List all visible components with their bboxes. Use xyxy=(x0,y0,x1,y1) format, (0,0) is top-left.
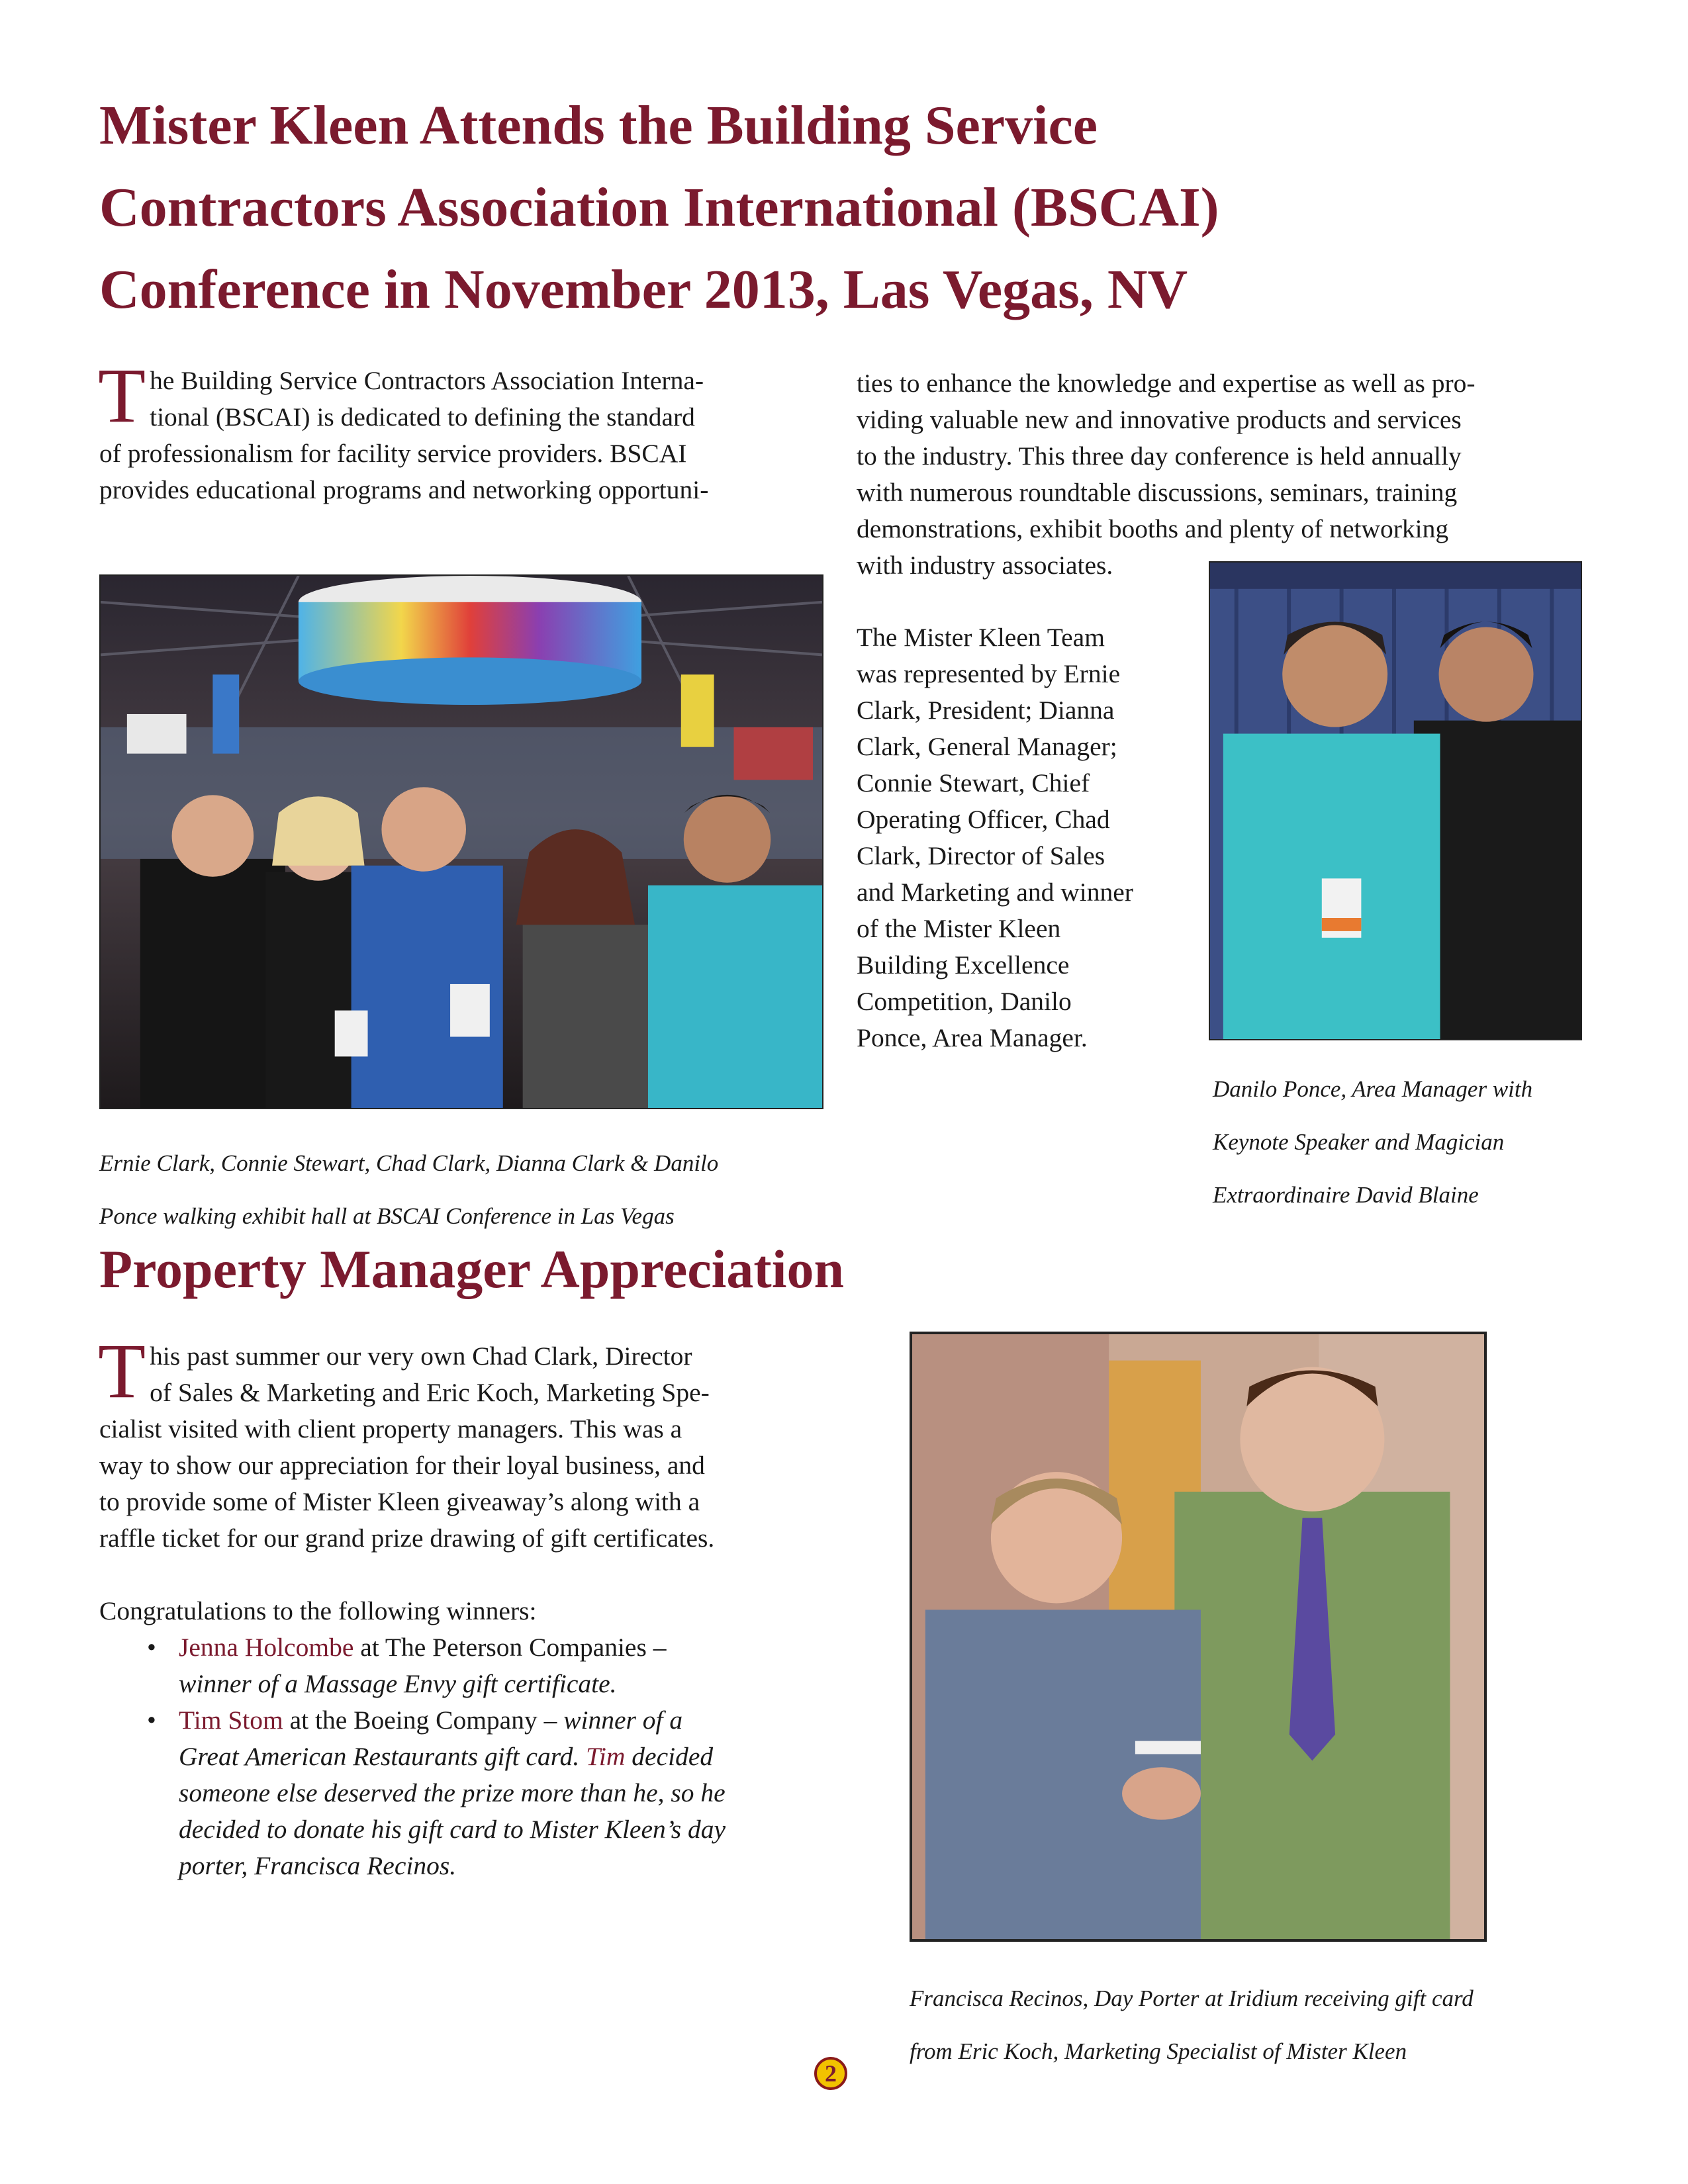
title-line: Conference in November 2013, Las Vegas, NV xyxy=(99,259,1188,320)
keynote-speaker-photo xyxy=(1209,561,1582,1040)
caption-line: Francisca Recinos, Day Porter at Iridium receiving gift card xyxy=(910,1985,1474,2011)
text-line: Clark, President; Dianna xyxy=(857,696,1115,725)
text-line: to provide some of Mister Kleen giveaway’s along with a xyxy=(99,1487,700,1516)
winner-text: at The Peterson Companies – xyxy=(353,1633,667,1662)
drop-cap: T xyxy=(98,352,146,439)
winner-name: Tim xyxy=(586,1742,626,1771)
photo1-caption xyxy=(99,1125,827,1254)
winner-name: Jenna Holcombe xyxy=(179,1633,354,1662)
section-heading: Property Manager Appreciation xyxy=(99,1239,845,1299)
appreciation-body xyxy=(98,1328,847,1884)
winner-prize: winner of a Massage Envy gift certificate. xyxy=(179,1669,617,1698)
text-line: demonstrations, exhibit booths and plenty of networking xyxy=(857,514,1449,543)
bullet: • xyxy=(147,1706,156,1735)
winners-list xyxy=(99,1629,847,1884)
text-line: Clark, General Manager; xyxy=(857,732,1117,761)
winner-prize: Great American Restaurants gift card. xyxy=(179,1742,586,1771)
text-line: The Mister Kleen Team xyxy=(857,623,1105,652)
article-title xyxy=(99,85,1589,331)
text-line: and Marketing and winner xyxy=(857,878,1133,907)
caption-line: Extraordinaire David Blaine xyxy=(1213,1182,1479,1208)
drop-cap: T xyxy=(98,1328,146,1414)
photo3-caption xyxy=(910,1960,1571,2089)
text-line: was represented by Ernie xyxy=(857,659,1121,688)
text-line: Clark, Director of Sales xyxy=(857,841,1105,870)
text-line: tional (BSCAI) is dedicated to defining the standard xyxy=(150,402,695,432)
list-item xyxy=(99,1702,847,1884)
caption-line: Ernie Clark, Connie Stewart, Chad Clark, Dianna Clark & Danilo xyxy=(99,1150,719,1176)
text-line: ties to enhance the knowledge and expertise as well as pro- xyxy=(857,369,1476,398)
text-line: his past summer our very own Chad Clark, Director xyxy=(150,1342,692,1371)
congrats-line: Congratulations to the following winners: xyxy=(99,1596,537,1625)
bullet: • xyxy=(147,1633,156,1662)
gift-card-photo xyxy=(910,1332,1487,1942)
intro-column-2 xyxy=(857,365,1585,584)
winner-name: Tim Stom xyxy=(179,1706,283,1735)
intro-column-1 xyxy=(98,352,834,508)
text-line: Building Excellence xyxy=(857,950,1070,979)
title-line: Mister Kleen Attends the Building Service xyxy=(99,95,1098,156)
text-line: with numerous roundtable discussions, seminars, training xyxy=(857,478,1458,507)
text-line: Operating Officer, Chad xyxy=(857,805,1110,834)
text-line: Connie Stewart, Chief xyxy=(857,768,1090,797)
photo2-caption xyxy=(1213,1051,1610,1233)
text-line: with industry associates. xyxy=(857,551,1113,580)
caption-line: from Eric Koch, Marketing Specialist of Mister Kleen xyxy=(910,2038,1407,2064)
text-line: of professionalism for facility service providers. BSCAI xyxy=(99,439,687,468)
text-line: viding valuable new and innovative products and services xyxy=(857,405,1462,434)
winner-text: someone else deserved the prize more than he, so he xyxy=(179,1778,726,1807)
text-line: Competition, Danilo xyxy=(857,987,1072,1016)
text-line: raffle ticket for our grand prize drawing of gift certificates. xyxy=(99,1524,715,1553)
caption-line: Keynote Speaker and Magician xyxy=(1213,1129,1505,1155)
text-line: he Building Service Contractors Association Interna- xyxy=(150,366,704,395)
list-item xyxy=(99,1629,847,1702)
text-line: cialist visited with client property managers. This was a xyxy=(99,1414,682,1443)
caption-line: Ponce walking exhibit hall at BSCAI Conference in Las Vegas xyxy=(99,1203,675,1229)
winner-text: decided xyxy=(625,1742,714,1771)
team-paragraph xyxy=(857,619,1214,1056)
text-line: of Sales & Marketing and Eric Koch, Marketing Spe- xyxy=(150,1378,710,1407)
winner-text: decided to donate his gift card to Mister Kleen’s day xyxy=(179,1815,726,1844)
winner-text: at the Boeing Company – xyxy=(283,1706,564,1735)
article2-title xyxy=(99,1236,1026,1302)
winner-text: porter, Francisca Recinos. xyxy=(179,1851,457,1880)
text-line: provides educational programs and networking opportuni- xyxy=(99,475,709,504)
text-line: to the industry. This three day conference is held annually xyxy=(857,441,1462,471)
title-line: Contractors Association International (BSCAI) xyxy=(99,177,1219,238)
winner-prize: winner of a xyxy=(563,1706,683,1735)
caption-line: Danilo Ponce, Area Manager with xyxy=(1213,1076,1533,1102)
exhibit-hall-group-photo xyxy=(99,574,823,1109)
text-line: of the Mister Kleen xyxy=(857,914,1061,943)
text-line: way to show our appreciation for their loyal business, and xyxy=(99,1451,705,1480)
page-number-badge: 2 xyxy=(814,2057,847,2090)
text-line: Ponce, Area Manager. xyxy=(857,1023,1088,1052)
